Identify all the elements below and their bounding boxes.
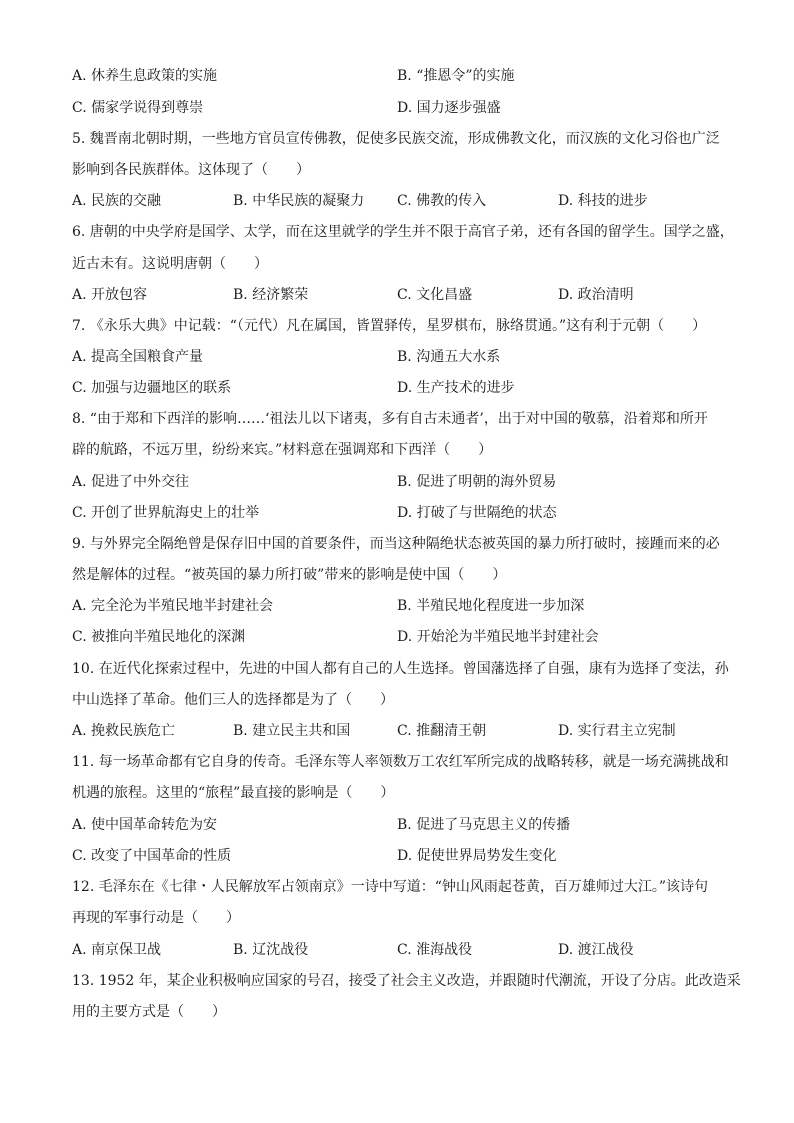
q8-option-a: A. 促进了中外交往 — [72, 474, 190, 490]
q12-option-c: C. 淮海战役 — [397, 942, 473, 958]
q10-option-b: B. 建立民主共和国 — [233, 723, 351, 739]
q9-option-b: B. 半殖民地化程度进一步加深 — [397, 598, 585, 614]
q12-option-d: D. 渡江战役 — [558, 942, 634, 958]
q6-stem-line1: 6. 唐朝的中央学府是国学、太学，而在这里就学的学生并不限于高官子弟，还有各国的留学生。国学之盛， — [72, 224, 734, 240]
q11-stem-line1: 11. 每一场革命都有它自身的传奇。毛泽东等人率领数万工农红军所完成的战略转移，就是一场充满挑战和 — [72, 754, 729, 770]
q8-stem-line1: 8. “由于郑和下西洋的影响……‘祖法儿以下诸夷，多有自古未通者’，出于对中国的敬慕，沿着郑和所开 — [72, 411, 708, 427]
q6-option-c: C. 文化昌盛 — [397, 287, 473, 303]
q7-option-c: C. 加强与边疆地区的联系 — [72, 380, 232, 396]
q10-option-a: A. 挽救民族危亡 — [72, 723, 176, 739]
q12-option-a: A. 南京保卫战 — [72, 942, 162, 958]
q5-stem-line1: 5. 魏晋南北朝时期，一些地方官员宣传佛教，促使多民族交流，形成佛教文化，而汉族的文化习俗也广泛 — [72, 131, 720, 147]
q10-stem-line2: 中山选择了革命。他们三人的选择都是为了（ ） — [72, 692, 394, 708]
q5-option-a: A. 民族的交融 — [72, 193, 162, 209]
q12-stem-line2: 再现的军事行动是（ ） — [72, 910, 240, 926]
q5-option-d: D. 科技的进步 — [558, 193, 648, 209]
q9-stem-line2: 然是解体的过程。“被英国的暴力所打破”带来的影响是使中国（ ） — [72, 567, 507, 583]
q6-option-d: D. 政治清明 — [558, 287, 634, 303]
q10-option-d: D. 实行君主立宪制 — [558, 723, 676, 739]
q6-option-a: A. 开放包容 — [72, 287, 148, 303]
q13-stem-line1: 13. 1952 年，某企业积极响应国家的号召，接受了社会主义改造，并跟随时代潮流，开设了分店。此改造采 — [72, 973, 741, 989]
q8-stem-line2: 辟的航路，不远万里，纷纷来宾。”材料意在强调郑和下西洋（ ） — [72, 442, 493, 458]
q12-option-b: B. 辽沈战役 — [233, 942, 309, 958]
q7-option-b: B. 沟通五大水系 — [397, 349, 501, 365]
q11-option-c: C. 改变了中国革命的性质 — [72, 848, 232, 864]
q4-option-d: D. 国力逐步强盛 — [397, 100, 501, 116]
q4-option-b: B. “推恩令”的实施 — [397, 68, 515, 84]
q9-option-d: D. 开始沦为半殖民地半封建社会 — [397, 629, 599, 645]
q4-option-a: A. 休养生息政策的实施 — [72, 68, 218, 84]
q7-option-d: D. 生产技术的进步 — [397, 380, 515, 396]
q4-option-c: C. 儒家学说得到尊崇 — [72, 100, 204, 116]
q11-option-b: B. 促进了马克思主义的传播 — [397, 817, 571, 833]
q6-stem-line2: 近古未有。这说明唐朝（ ） — [72, 256, 268, 272]
q5-option-b: B. 中华民族的凝聚力 — [233, 193, 365, 209]
q9-stem-line1: 9. 与外界完全隔绝曾是保存旧中国的首要条件，而当这种隔绝状态被英国的暴力所打破时，接踵而来的必 — [72, 536, 720, 552]
q8-option-b: B. 促进了明朝的海外贸易 — [397, 474, 557, 490]
q7-stem-line1: 7. 《永乐大典》中记载：“（元代）凡在属国，皆置驿传，星罗棋布，脉络贯通。”这有利于元朝（ ） — [72, 318, 707, 334]
q9-option-c: C. 被推向半殖民地化的深渊 — [72, 629, 246, 645]
q13-stem-line2: 用的主要方式是（ ） — [72, 1004, 226, 1020]
q8-option-c: C. 开创了世界航海史上的壮举 — [72, 505, 260, 521]
q5-stem-line2: 影响到各民族群体。这体现了（ ） — [72, 162, 310, 178]
q11-option-a: A. 使中国革命转危为安 — [72, 817, 218, 833]
q10-stem-line1: 10. 在近代化探索过程中，先进的中国人都有自己的人生选择。曾国藩选择了自强，康有为选择了变法，孙 — [72, 661, 729, 677]
q8-option-d: D. 打破了与世隔绝的状态 — [397, 505, 557, 521]
q11-option-d: D. 促使世界局势发生变化 — [397, 848, 557, 864]
q6-option-b: B. 经济繁荣 — [233, 287, 309, 303]
q5-option-c: C. 佛教的传入 — [397, 193, 487, 209]
q9-option-a: A. 完全沦为半殖民地半封建社会 — [72, 598, 274, 614]
q11-stem-line2: 机遇的旅程。这里的“旅程”最直接的影响是（ ） — [72, 785, 395, 801]
q10-option-c: C. 推翻清王朝 — [397, 723, 487, 739]
q7-option-a: A. 提高全国粮食产量 — [72, 349, 204, 365]
q12-stem-line1: 12. 毛泽东在《七律・人民解放军占领南京》一诗中写道：“钟山风雨起苍黄，百万雄师过大江。”该诗句 — [72, 879, 709, 895]
